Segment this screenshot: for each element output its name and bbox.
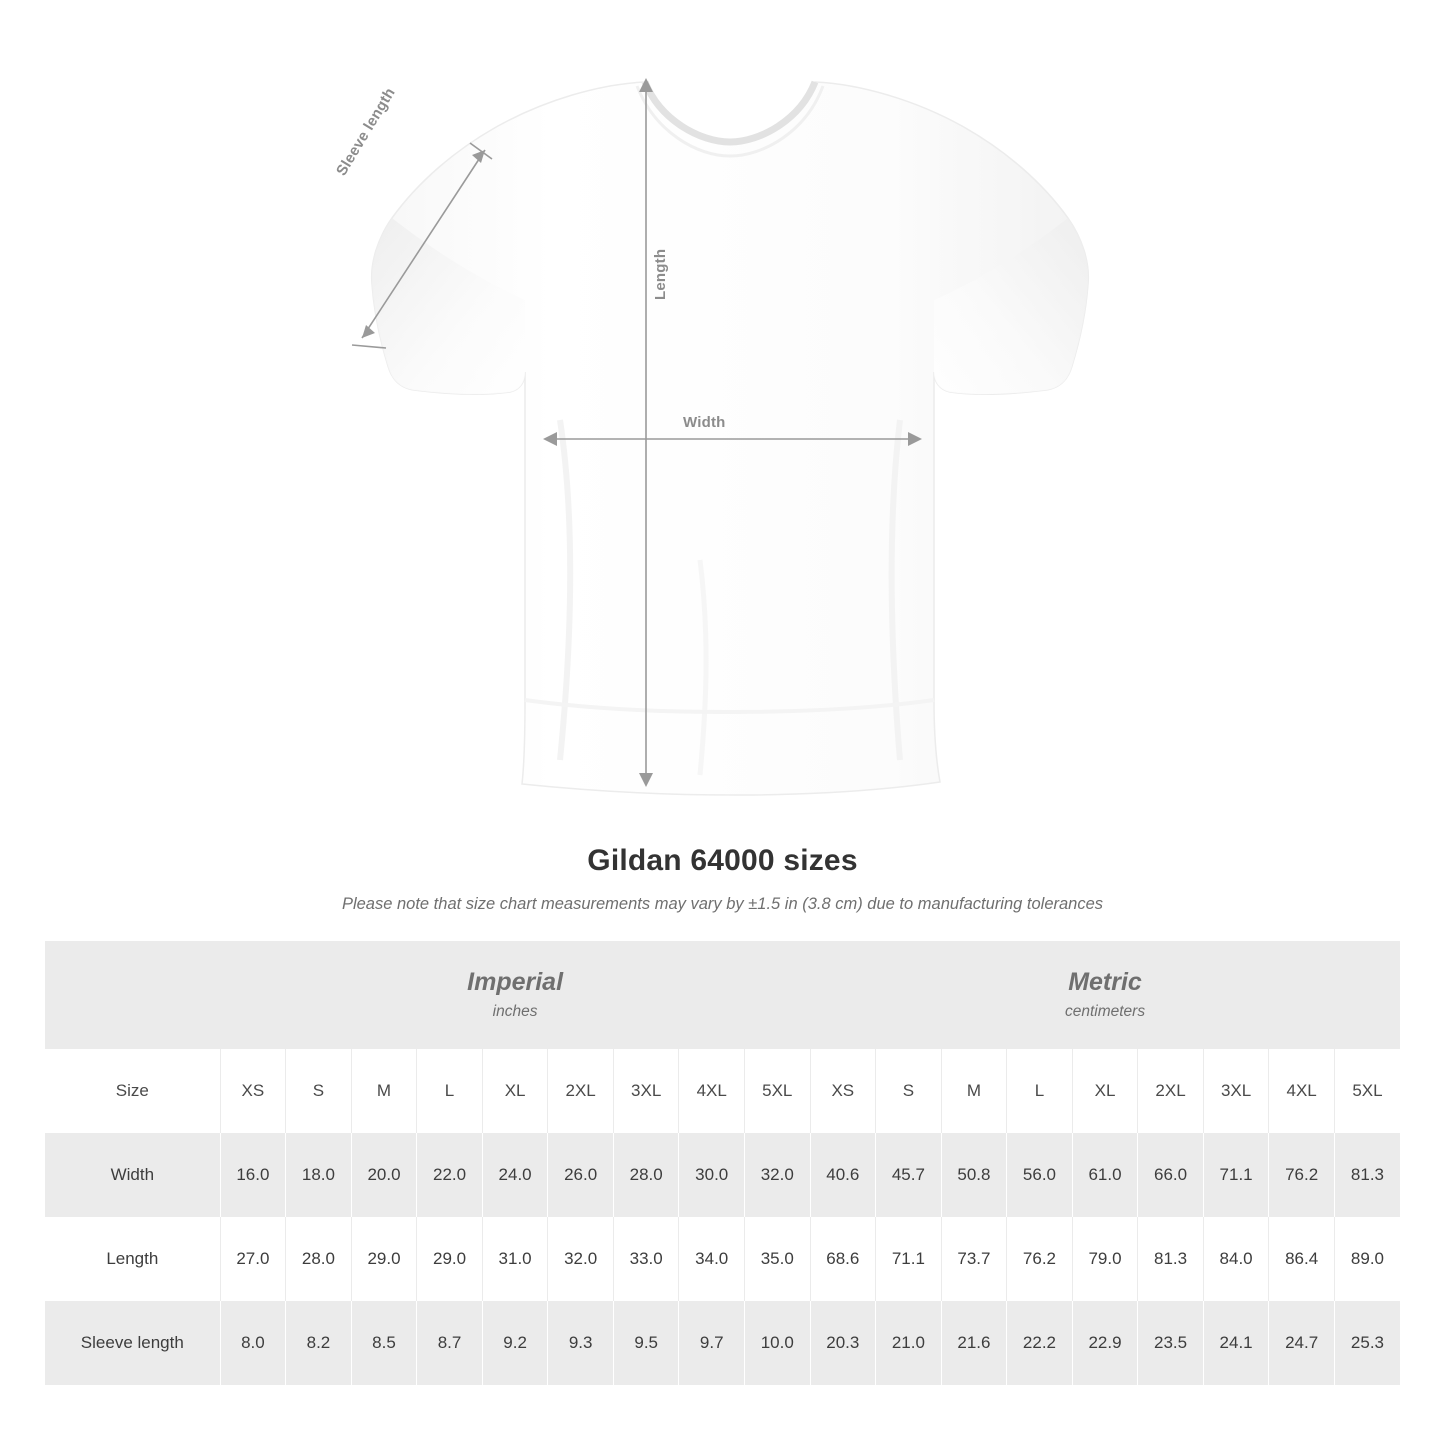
table-cell: 32.0 <box>548 1217 614 1301</box>
table-cell: 29.0 <box>351 1217 417 1301</box>
imperial-sublabel: inches <box>492 1003 538 1021</box>
table-cell: 21.0 <box>876 1301 942 1385</box>
table-cell: 24.7 <box>1269 1301 1335 1385</box>
units-header-spacer <box>45 941 220 1049</box>
size-header-cell: XS <box>220 1049 286 1133</box>
row-label: Width <box>45 1133 220 1217</box>
table-cell: 29.0 <box>417 1217 483 1301</box>
table-cell: 10.0 <box>745 1301 811 1385</box>
size-header-row <box>45 1049 1400 1133</box>
table-cell: 28.0 <box>613 1133 679 1217</box>
table-cell: 34.0 <box>679 1217 745 1301</box>
table-cell: 73.7 <box>941 1217 1007 1301</box>
table-cell: 76.2 <box>1007 1217 1073 1301</box>
units-header-row <box>45 941 1400 1049</box>
size-header-cell: 3XL <box>1203 1049 1269 1133</box>
table-cell: 66.0 <box>1138 1133 1204 1217</box>
table-cell: 22.9 <box>1072 1301 1138 1385</box>
metric-sublabel: centimeters <box>1064 1003 1146 1021</box>
table-cell: 40.6 <box>810 1133 876 1217</box>
table-cell: 9.2 <box>482 1301 548 1385</box>
table-cell: 89.0 <box>1334 1217 1400 1301</box>
table-cell: 71.1 <box>1203 1133 1269 1217</box>
table-cell: 9.7 <box>679 1301 745 1385</box>
table-cell: 84.0 <box>1203 1217 1269 1301</box>
sleeve-length-dimension-label: Sleeve length <box>333 84 399 179</box>
table-cell: 8.0 <box>220 1301 286 1385</box>
size-header-cell: 2XL <box>548 1049 614 1133</box>
size-header-cell: M <box>941 1049 1007 1133</box>
table-cell: 33.0 <box>613 1217 679 1301</box>
table-cell: 9.3 <box>548 1301 614 1385</box>
size-header-cell: 4XL <box>679 1049 745 1133</box>
row-label: Sleeve length <box>45 1301 220 1385</box>
tolerance-note: Please note that size chart measurements may vary by ±1.5 in (3.8 cm) due to manufacturing tolerances <box>341 895 1104 913</box>
table-cell: 32.0 <box>745 1133 811 1217</box>
table-cell: 61.0 <box>1072 1133 1138 1217</box>
size-header-cell: XL <box>1072 1049 1138 1133</box>
table-cell: 22.0 <box>417 1133 483 1217</box>
size-header-cell: M <box>351 1049 417 1133</box>
size-header-cell: S <box>876 1049 942 1133</box>
table-row <box>45 1217 1400 1301</box>
table-cell: 24.1 <box>1203 1301 1269 1385</box>
table-cell: 81.3 <box>1334 1133 1400 1217</box>
table-cell: 16.0 <box>220 1133 286 1217</box>
imperial-header <box>220 941 810 1049</box>
table-cell: 21.6 <box>941 1301 1007 1385</box>
size-header-cell: S <box>286 1049 352 1133</box>
table-cell: 30.0 <box>679 1133 745 1217</box>
table-cell: 8.2 <box>286 1301 352 1385</box>
table-cell: 86.4 <box>1269 1217 1335 1301</box>
table-cell: 68.6 <box>810 1217 876 1301</box>
table-cell: 23.5 <box>1138 1301 1204 1385</box>
size-header-cell: 5XL <box>1334 1049 1400 1133</box>
table-cell: 45.7 <box>876 1133 942 1217</box>
size-header-cell: 2XL <box>1138 1049 1204 1133</box>
table-cell: 25.3 <box>1334 1301 1400 1385</box>
table-cell: 8.5 <box>351 1301 417 1385</box>
table-cell: 35.0 <box>745 1217 811 1301</box>
table-cell: 79.0 <box>1072 1217 1138 1301</box>
size-table-wrapper <box>45 941 1400 1385</box>
table-cell: 8.7 <box>417 1301 483 1385</box>
page-title: Gildan 64000 sizes <box>587 844 858 877</box>
width-dimension-label: Width <box>683 414 726 431</box>
table-cell: 76.2 <box>1269 1133 1335 1217</box>
size-header-cell: XS <box>810 1049 876 1133</box>
size-header-cell: L <box>1007 1049 1073 1133</box>
table-cell: 50.8 <box>941 1133 1007 1217</box>
table-cell: 27.0 <box>220 1217 286 1301</box>
size-header-cell: XL <box>482 1049 548 1133</box>
table-cell: 28.0 <box>286 1217 352 1301</box>
table-cell: 71.1 <box>876 1217 942 1301</box>
title-block <box>0 844 1445 914</box>
table-cell: 20.0 <box>351 1133 417 1217</box>
metric-label: Metric <box>1068 967 1142 996</box>
size-header-cell: 5XL <box>745 1049 811 1133</box>
table-cell: 20.3 <box>810 1301 876 1385</box>
table-cell: 56.0 <box>1007 1133 1073 1217</box>
metric-header <box>810 941 1400 1049</box>
size-row-label: Size <box>45 1049 220 1133</box>
table-cell: 81.3 <box>1138 1217 1204 1301</box>
table-row <box>45 1301 1400 1385</box>
row-label: Length <box>45 1217 220 1301</box>
size-table <box>45 941 1400 1385</box>
table-cell: 18.0 <box>286 1133 352 1217</box>
table-cell: 24.0 <box>482 1133 548 1217</box>
table-cell: 22.2 <box>1007 1301 1073 1385</box>
size-header-cell: 3XL <box>613 1049 679 1133</box>
imperial-label: Imperial <box>467 967 564 996</box>
length-dimension-label: Length <box>652 248 669 300</box>
table-cell: 9.5 <box>613 1301 679 1385</box>
size-header-cell: 4XL <box>1269 1049 1335 1133</box>
table-cell: 26.0 <box>548 1133 614 1217</box>
table-cell: 31.0 <box>482 1217 548 1301</box>
table-row <box>45 1133 1400 1217</box>
size-header-cell: L <box>417 1049 483 1133</box>
